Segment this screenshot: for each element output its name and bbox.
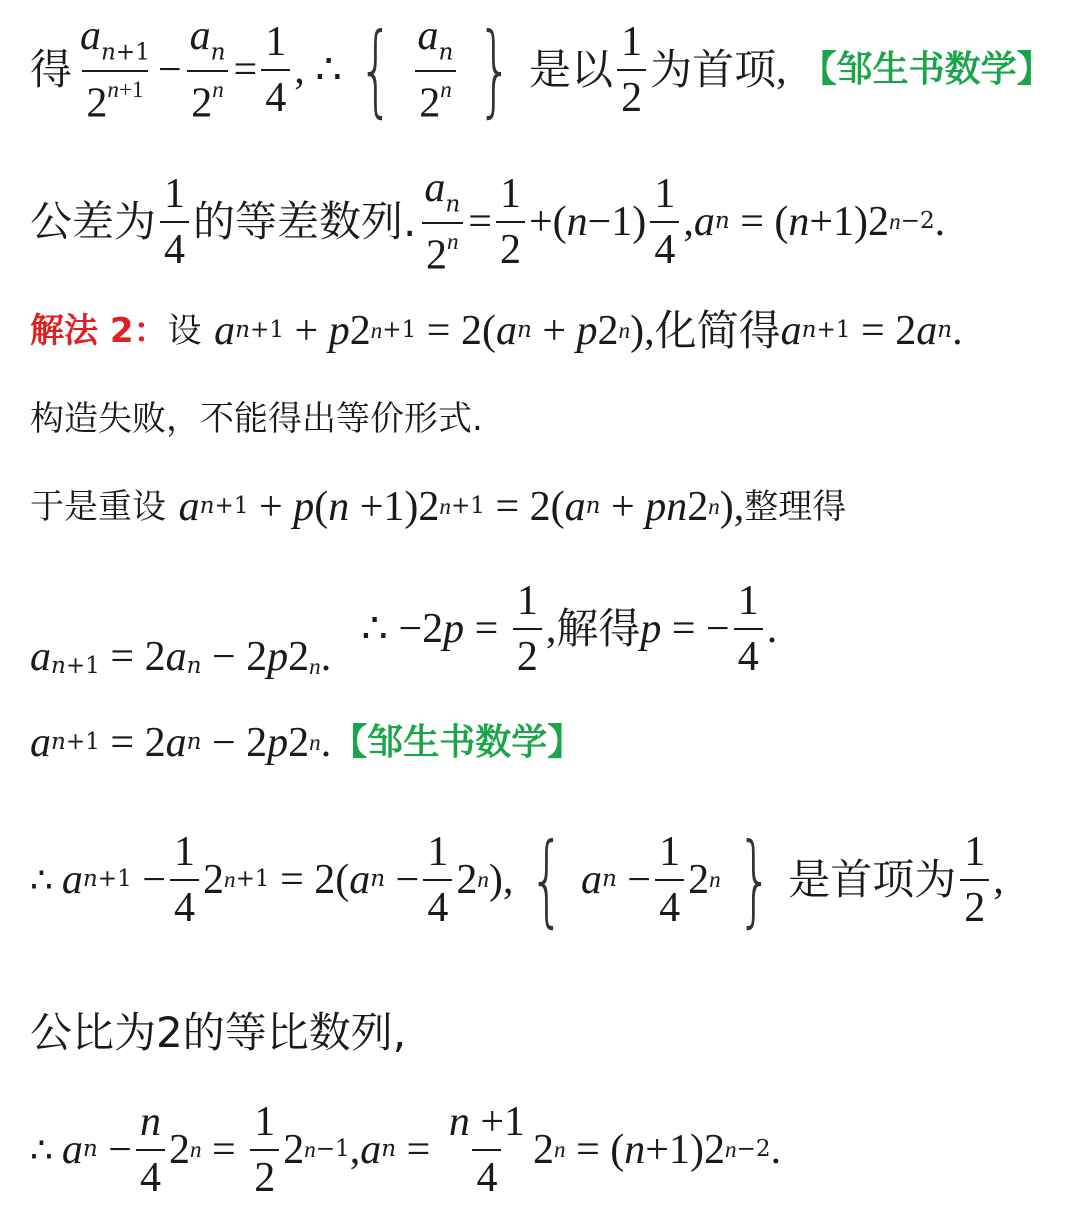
text-jiede: 解得 — [556, 604, 641, 653]
text-zhengli: 整理得 — [744, 487, 847, 527]
brand-label-2: 【邹生书数学】 — [331, 722, 584, 763]
fraction-one-half: $\frac{1}{2}$ — [617, 21, 646, 119]
line-1: 得 $\frac{a_{n+1}}{2^{n+1}}$ − $\frac{a_n}{2^n}$ = $\frac{1}{4}$ , ∴ { $\frac{a_n}{2^n}$ } 是以 $\frac{1}{2}$ 为首项 , 【邹生书数学】 — [30, 10, 1053, 128]
fraction-one-half-3: $\frac{1}{2}$ — [513, 580, 542, 678]
left-brace-icon-2: { — [529, 821, 565, 938]
line-3: 解法 2： 设 a n +1 + p 2 n +1 = 2( a n + p 2 n ), 化简得 a n +1 = 2 a n . — [30, 306, 963, 355]
text-de: 得 — [30, 44, 73, 94]
text-weishouxiang: 为首项 — [650, 44, 777, 94]
fraction-one-quarter: $\frac{1}{4}$ — [261, 21, 290, 119]
line-9 — [30, 1008, 407, 1057]
line-6: a n +1 = 2 a n − 2 p 2 n . ∴ −2 p = $\frac{1}{2}$ , 解得 p = − $\frac{1}{4}$ . — [30, 578, 778, 680]
fraction-one-half-4: $\frac{1}{2}$ — [960, 831, 989, 929]
line-7: a n +1 = 2 a n − 2 p 2 n . 【邹生书数学】 — [30, 720, 584, 766]
line-4 — [30, 399, 483, 439]
fraction-a-n-over-2-n-2: $\frac{a_n}{2^n}$ — [420, 166, 464, 277]
fraction-one-quarter-6: $\frac{1}{4}$ — [423, 831, 452, 929]
text-line4: 构造失败，不能得出等价形式. — [30, 399, 483, 439]
text-shishouxiangwei: 是首项为 — [788, 855, 957, 904]
fraction-one-half-2: $\frac{1}{2}$ — [496, 173, 525, 271]
text-shiyi: 是以 — [529, 44, 614, 94]
line-8: ∴ a n +1 − $\frac{1}{4}$ 2 n +1 = 2( a n − $\frac{1}{4}$ 2 n ), { a n − $\frac{1}{4}$ 2 n } 是首项为 $\frac{1}{2}$ , — [30, 821, 1004, 938]
fraction-n-over-4: $\frac{n}{4}$ — [136, 1101, 165, 1199]
brand-label: 【邹生书数学】 — [800, 48, 1053, 90]
fraction-one-quarter-2: $\frac{1}{4}$ — [160, 173, 189, 271]
right-brace-icon-2: } — [736, 821, 772, 938]
method-2-label: 解法 2： — [30, 311, 168, 351]
left-brace-icon: { — [358, 10, 394, 128]
fraction-one-quarter-4: $\frac{1}{4}$ — [734, 580, 763, 678]
fraction-a-n-over-2-n: $\frac{a_n}{2^n}$ — [186, 14, 230, 125]
fraction-a-n1-over-2-n1: $\frac{a_{n+1}}{2^{n+1}}$ — [80, 13, 150, 128]
fraction-one-quarter-5: $\frac{1}{4}$ — [170, 831, 199, 929]
text-gongbi: 公比为2的等比数列, — [30, 1008, 407, 1057]
text-gongcha: 公差为 — [30, 196, 157, 246]
line-2: 公差为 $\frac{1}{4}$ 的等差数列. $\frac{a_n}{2^n}$ = $\frac{1}{2}$ +( n −1) $\frac{1}{4}$ , a n = ( n +1)2 n −2 . — [30, 165, 946, 280]
fraction-one-half-5: $\frac{1}{2}$ — [250, 1101, 279, 1199]
line-5: 于是重设 a n +1 + p ( n +1)2 n +1 = 2( a n + pn 2 n ), 整理得 — [30, 484, 847, 530]
text-she: 设 — [167, 311, 202, 351]
fraction-a-n-over-2-n-set: $\frac{a_n}{2^n}$ — [414, 14, 458, 125]
right-brace-icon: } — [477, 10, 513, 128]
fraction-one-quarter-7: $\frac{1}{4}$ — [655, 831, 684, 929]
line-10: ∴ a n − $\frac{n}{4}$ 2 n = $\frac{1}{2}$ 2 n −1 , a n = $\frac{n +1}{4}$ 2 n = ( n +1)2 n −2 . — [30, 1098, 782, 1201]
text-dengcha: 的等差数列. — [193, 196, 417, 246]
text-chongshe: 于是重设 — [30, 487, 166, 527]
fraction-n-plus-1-over-4: $\frac{n +1}{4}$ — [448, 1099, 526, 1201]
text-huajiande: 化简得 — [654, 306, 781, 355]
fraction-one-quarter-3: $\frac{1}{4}$ — [650, 173, 679, 271]
